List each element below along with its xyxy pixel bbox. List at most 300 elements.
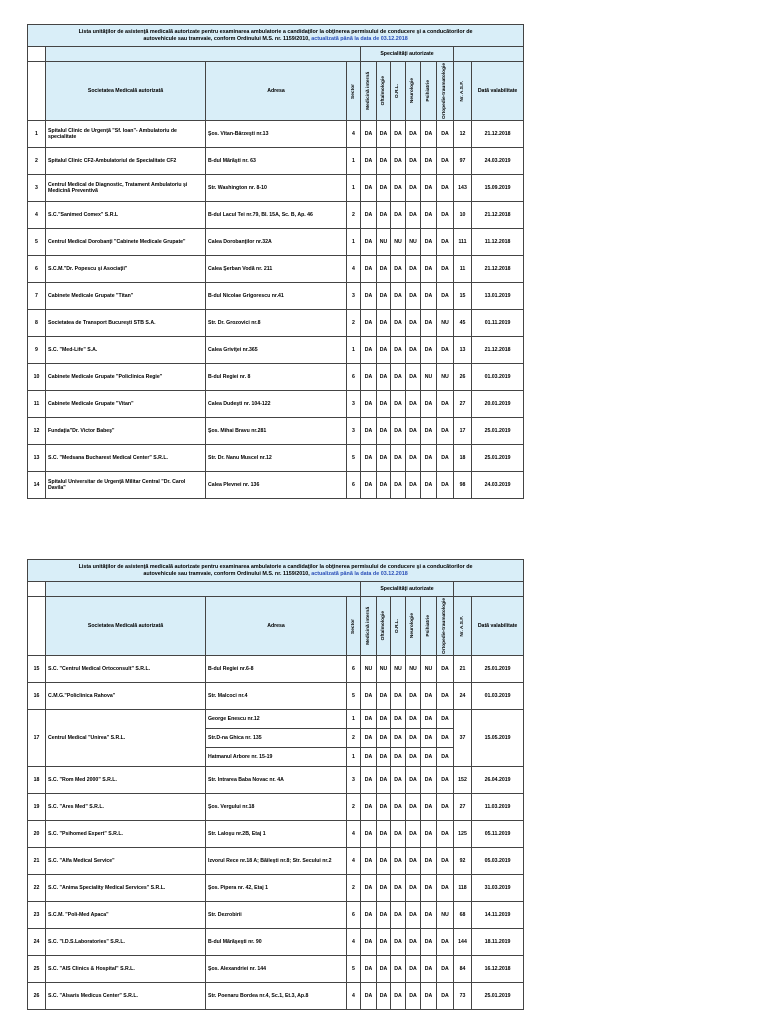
row-number: 3 [28, 175, 46, 202]
spec-orthopedics: DA [437, 821, 454, 848]
asf-number: 68 [454, 902, 472, 929]
asf-number: 98 [454, 472, 472, 499]
address: Şos. Mihai Bravu nr.281 [206, 418, 347, 445]
asf-number: 24 [454, 683, 472, 710]
spec-internal-medicine: DA [361, 175, 377, 202]
spec-neurology: DA [406, 283, 421, 310]
spec-internal-medicine: DA [361, 283, 377, 310]
spec-internal-medicine: DA [361, 445, 377, 472]
spec-orthopedics: DA [437, 148, 454, 175]
company-name: Cabinete Medicale Grupate "Policlinica Regie" [46, 364, 206, 391]
clinics-table [27, 24, 524, 499]
spec-psychiatry: DA [421, 418, 437, 445]
validity-date: 13.01.2019 [472, 283, 524, 310]
title-update-date: actualizată până la data de 03.12.2018 [311, 35, 408, 42]
address: Şos. Pipera nr. 42, Etaj 1 [206, 875, 347, 902]
row-number: 5 [28, 229, 46, 256]
asf-number: 143 [454, 175, 472, 202]
header-band [46, 47, 361, 62]
spec-orthopedics: DA [437, 175, 454, 202]
sector: 6 [347, 364, 361, 391]
sector: 4 [347, 256, 361, 283]
spec-neurology: DA [406, 256, 421, 283]
col-header-internal-medicine: Medicină internă [361, 597, 377, 656]
row-number: 12 [28, 418, 46, 445]
asf-number: 73 [454, 983, 472, 1010]
company-name: Spitalul Universitar de Urgenţă Militar Central "Dr. Carol Davila" [46, 472, 206, 499]
clinics-table [27, 559, 524, 1010]
table-row [28, 418, 524, 445]
spec-neurology: DA [406, 767, 421, 794]
col-header-psychiatry: Psihiatrie [421, 597, 437, 656]
spec-orthopedics: DA [437, 656, 454, 683]
spec-psychiatry: DA [421, 848, 437, 875]
spec-orl: DA [391, 767, 406, 794]
spec-orl: DA [391, 418, 406, 445]
table-row [28, 391, 524, 418]
spec-neurology: DA [406, 472, 421, 499]
spec-orl: DA [391, 283, 406, 310]
document-page-1 [27, 24, 523, 499]
validity-date: 21.12.2018 [472, 337, 524, 364]
sector: 4 [347, 848, 361, 875]
spec-orl: DA [391, 710, 406, 729]
col-header-neurology: Neurologie [406, 62, 421, 121]
validity-date: 25.01.2019 [472, 418, 524, 445]
spec-ophthalmology: DA [377, 364, 391, 391]
col-header-orthopedics: Ortopedie-traumatologie [437, 597, 454, 656]
row-number: 15 [28, 656, 46, 683]
address: Şos. Vergului nr.18 [206, 794, 347, 821]
validity-date: 21.12.2018 [472, 121, 524, 148]
table-row [28, 902, 524, 929]
address: George Enescu nr.12 [206, 710, 347, 729]
sector: 2 [347, 729, 361, 748]
header-band [454, 47, 524, 62]
table-row [28, 175, 524, 202]
spec-orl: DA [391, 983, 406, 1010]
spec-orl: DA [391, 821, 406, 848]
row-number: 2 [28, 148, 46, 175]
spec-orl: DA [391, 337, 406, 364]
spec-neurology: DA [406, 121, 421, 148]
spec-ophthalmology: DA [377, 202, 391, 229]
spec-orthopedics: DA [437, 337, 454, 364]
spec-orl: DA [391, 875, 406, 902]
row-number: 25 [28, 956, 46, 983]
spec-orthopedics: DA [437, 929, 454, 956]
spec-psychiatry: DA [421, 767, 437, 794]
title-update-date: actualizată până la data de 03.12.2018 [311, 570, 408, 577]
address: Calea Griviţei nr.365 [206, 337, 347, 364]
spec-orthopedics: DA [437, 391, 454, 418]
company-name: S.C. "Rom Med 2000" S.R.L. [46, 767, 206, 794]
address: Str. Washington nr. 8-10 [206, 175, 347, 202]
spec-neurology: DA [406, 175, 421, 202]
asf-number: 92 [454, 848, 472, 875]
spec-psychiatry: DA [421, 148, 437, 175]
address: Str. Poenaru Bordea nr.4, Sc.1, Et.3, Ap.8 [206, 983, 347, 1010]
row-number: 8 [28, 310, 46, 337]
spec-orthopedics: DA [437, 956, 454, 983]
asf-number: 118 [454, 875, 472, 902]
spec-internal-medicine: DA [361, 794, 377, 821]
sector: 1 [347, 337, 361, 364]
spec-ophthalmology: DA [377, 848, 391, 875]
spec-orl: DA [391, 902, 406, 929]
col-header-company: Societatea Medicală autorizată [46, 62, 206, 121]
sector: 5 [347, 445, 361, 472]
spec-psychiatry: DA [421, 175, 437, 202]
validity-date: 05.03.2019 [472, 848, 524, 875]
spec-neurology: DA [406, 875, 421, 902]
header-band [46, 582, 361, 597]
spec-internal-medicine: DA [361, 767, 377, 794]
table-row [28, 310, 524, 337]
validity-date: 01.03.2019 [472, 683, 524, 710]
spec-ophthalmology: DA [377, 794, 391, 821]
company-name: Spitalul Clinic de Urgenţă "Sf. Ioan"- Ambulatoriu de specialitate [46, 121, 206, 148]
table-row [28, 821, 524, 848]
spec-internal-medicine: DA [361, 310, 377, 337]
row-number: 21 [28, 848, 46, 875]
asf-number: 97 [454, 148, 472, 175]
spec-ophthalmology: DA [377, 148, 391, 175]
spec-psychiatry: DA [421, 983, 437, 1010]
asf-number: 84 [454, 956, 472, 983]
spec-orl: DA [391, 391, 406, 418]
col-header-neurology: Neurologie [406, 597, 421, 656]
sector: 2 [347, 875, 361, 902]
spec-ophthalmology: DA [377, 472, 391, 499]
row-number: 23 [28, 902, 46, 929]
col-header-orthopedics: Ortopedie-traumatologie [437, 62, 454, 121]
address: B-dul Nicolae Grigorescu nr.41 [206, 283, 347, 310]
spec-ophthalmology: DA [377, 121, 391, 148]
address: B-dul Regiei nr. 8 [206, 364, 347, 391]
spec-internal-medicine: NU [361, 656, 377, 683]
validity-date: 24.03.2019 [472, 148, 524, 175]
spec-orthopedics: DA [437, 229, 454, 256]
title-line-1: Lista unităţilor de asistenţă medicală autorizate pentru examinarea ambulatorie a candidaţilor la obţinerea permisului de conducere şi a conducătorilor de [78, 29, 473, 36]
spec-internal-medicine: DA [361, 729, 377, 748]
spec-orthopedics: DA [437, 794, 454, 821]
address: Hatmanul Arbore nr. 15-19 [206, 748, 347, 767]
spec-orl: NU [391, 229, 406, 256]
spec-orl: DA [391, 929, 406, 956]
spec-psychiatry: DA [421, 256, 437, 283]
address: Str. Dr. Grozovici nr.8 [206, 310, 347, 337]
spec-internal-medicine: DA [361, 391, 377, 418]
col-header-orl: O.R.L. [391, 62, 406, 121]
col-header-orl: O.R.L. [391, 597, 406, 656]
spec-neurology: DA [406, 418, 421, 445]
spec-orl: DA [391, 794, 406, 821]
address: Str. Dezrobirii [206, 902, 347, 929]
spec-psychiatry: DA [421, 794, 437, 821]
asf-number: 125 [454, 821, 472, 848]
validity-date: 21.12.2018 [472, 202, 524, 229]
row-number: 9 [28, 337, 46, 364]
address: Str. Malcoci nr.4 [206, 683, 347, 710]
validity-date: 01.11.2019 [472, 310, 524, 337]
spec-orl: DA [391, 748, 406, 767]
spec-orthopedics: NU [437, 310, 454, 337]
spec-psychiatry: DA [421, 445, 437, 472]
document-page-2 [27, 559, 523, 1010]
asf-number: 18 [454, 445, 472, 472]
company-name: S.C. "I.D.S.Laboratories" S.R.L. [46, 929, 206, 956]
company-name: Spitalul Clinic CF2-Ambulatoriul de Specialitate CF2 [46, 148, 206, 175]
address: Izvorul Rece nr.18 A; Băileşti nr.8; Str. Secului nr.2 [206, 848, 347, 875]
validity-date: 24.03.2019 [472, 472, 524, 499]
company-name: Centrul Medical "Unirea" S.R.L. [46, 710, 206, 767]
spec-internal-medicine: DA [361, 256, 377, 283]
asf-number: 45 [454, 310, 472, 337]
table-row [28, 794, 524, 821]
spec-psychiatry: DA [421, 710, 437, 729]
validity-date: 21.12.2018 [472, 256, 524, 283]
title-line-2: autovehicule sau tramvaie, conform Ordinului M.S. nr. 1159/2010, [143, 570, 310, 577]
asf-number: 11 [454, 256, 472, 283]
validity-date: 26.04.2019 [472, 767, 524, 794]
document-title [28, 560, 524, 582]
spec-psychiatry: NU [421, 364, 437, 391]
spec-orthopedics: DA [437, 472, 454, 499]
spec-ophthalmology: NU [377, 656, 391, 683]
address: Calea Dorobanţilor nr.32A [206, 229, 347, 256]
address: Str. Laloşu nr.2B, Etaj 1 [206, 821, 347, 848]
row-number: 13 [28, 445, 46, 472]
spec-neurology: NU [406, 656, 421, 683]
spec-orl: DA [391, 683, 406, 710]
spec-orl: DA [391, 472, 406, 499]
spec-ophthalmology: DA [377, 391, 391, 418]
spec-psychiatry: DA [421, 902, 437, 929]
asf-number: 27 [454, 391, 472, 418]
asf-number: 152 [454, 767, 472, 794]
spec-orl: DA [391, 364, 406, 391]
spec-psychiatry: DA [421, 337, 437, 364]
sector: 6 [347, 656, 361, 683]
address: Calea Plevnei nr. 136 [206, 472, 347, 499]
title-line-2: autovehicule sau tramvaie, conform Ordinului M.S. nr. 1159/2010, [143, 35, 310, 42]
spec-orthopedics: NU [437, 902, 454, 929]
table-row [28, 656, 524, 683]
spec-ophthalmology: DA [377, 748, 391, 767]
address: Str.D-na Ghica nr. 135 [206, 729, 347, 748]
col-header-sector: Sector [347, 597, 361, 656]
company-name: S.C. "Anima Speciality Medical Services" S.R.L. [46, 875, 206, 902]
spec-ophthalmology: DA [377, 175, 391, 202]
spec-ophthalmology: DA [377, 983, 391, 1010]
spec-orl: DA [391, 121, 406, 148]
spec-psychiatry: DA [421, 229, 437, 256]
spec-psychiatry: DA [421, 121, 437, 148]
spec-psychiatry: DA [421, 310, 437, 337]
row-number: 11 [28, 391, 46, 418]
table-row [28, 445, 524, 472]
table-row [28, 121, 524, 148]
spec-neurology: DA [406, 202, 421, 229]
col-header-ophthalmology: Oftalmologie [377, 597, 391, 656]
validity-date: 25.01.2019 [472, 656, 524, 683]
address: B-dul Regiei nr.6-8 [206, 656, 347, 683]
validity-date: 05.11.2019 [472, 821, 524, 848]
table-row [28, 767, 524, 794]
row-number: 19 [28, 794, 46, 821]
company-name: S.C. "Alfa Medical Service" [46, 848, 206, 875]
spec-neurology: DA [406, 683, 421, 710]
asf-number: 12 [454, 121, 472, 148]
table-row [28, 472, 524, 499]
company-name: Societatea de Transport Bucureşti STB S.A. [46, 310, 206, 337]
spec-orthopedics: DA [437, 418, 454, 445]
address: B-dul Mărăşeşti nr. 90 [206, 929, 347, 956]
spec-ophthalmology: DA [377, 929, 391, 956]
spec-ophthalmology: DA [377, 956, 391, 983]
sector: 3 [347, 418, 361, 445]
col-header-validity: Dată valabilitate [472, 597, 524, 656]
spec-neurology: DA [406, 445, 421, 472]
spec-orthopedics: DA [437, 710, 454, 729]
row-number: 24 [28, 929, 46, 956]
row-number: 18 [28, 767, 46, 794]
spec-orthopedics: DA [437, 256, 454, 283]
spec-internal-medicine: DA [361, 418, 377, 445]
spec-ophthalmology: DA [377, 821, 391, 848]
spec-internal-medicine: DA [361, 983, 377, 1010]
spec-internal-medicine: DA [361, 472, 377, 499]
specialties-header: Specialităţi autorizate [361, 582, 454, 597]
company-name: Fundaţia"Dr. Victor Babeş" [46, 418, 206, 445]
col-header-ophthalmology: Oftalmologie [377, 62, 391, 121]
validity-date: 15.05.2019 [472, 710, 524, 767]
spec-ophthalmology: DA [377, 875, 391, 902]
company-name: Centrul Medical Dorobanţi "Cabinete Medicale Grupate" [46, 229, 206, 256]
spec-neurology: DA [406, 929, 421, 956]
spec-psychiatry: DA [421, 283, 437, 310]
sector: 5 [347, 683, 361, 710]
sector: 1 [347, 175, 361, 202]
sector: 3 [347, 391, 361, 418]
validity-date: 31.03.2019 [472, 875, 524, 902]
company-name: Cabinete Medicale Grupate "Titan" [46, 283, 206, 310]
spec-neurology: DA [406, 902, 421, 929]
spec-orthopedics: DA [437, 683, 454, 710]
spec-internal-medicine: DA [361, 337, 377, 364]
spec-orthopedics: DA [437, 983, 454, 1010]
spec-orthopedics: DA [437, 767, 454, 794]
spec-internal-medicine: DA [361, 902, 377, 929]
header-band [454, 582, 524, 597]
spec-neurology: NU [406, 229, 421, 256]
validity-date: 14.11.2019 [472, 902, 524, 929]
asf-number: 27 [454, 794, 472, 821]
table-row [28, 956, 524, 983]
spec-ophthalmology: DA [377, 729, 391, 748]
row-number: 1 [28, 121, 46, 148]
spec-psychiatry: DA [421, 748, 437, 767]
spec-orl: DA [391, 956, 406, 983]
spec-orl: DA [391, 148, 406, 175]
spec-neurology: DA [406, 364, 421, 391]
spec-neurology: DA [406, 391, 421, 418]
sector: 1 [347, 229, 361, 256]
validity-date: 11.03.2019 [472, 794, 524, 821]
spec-internal-medicine: DA [361, 683, 377, 710]
company-name: S.C."Sanimed Comex" S.R.L [46, 202, 206, 229]
table-body-page-1 [28, 121, 524, 499]
spec-orthopedics: DA [437, 121, 454, 148]
spec-neurology: DA [406, 748, 421, 767]
sector: 4 [347, 121, 361, 148]
spec-orl: DA [391, 445, 406, 472]
sector: 3 [347, 283, 361, 310]
spec-psychiatry: DA [421, 729, 437, 748]
row-number: 16 [28, 683, 46, 710]
validity-date: 11.12.2018 [472, 229, 524, 256]
spec-ophthalmology: DA [377, 902, 391, 929]
blank-cell [28, 62, 46, 121]
spec-ophthalmology: DA [377, 683, 391, 710]
company-name: S.C.M. "Poli-Med Apaca" [46, 902, 206, 929]
spec-psychiatry: DA [421, 875, 437, 902]
table-row [28, 256, 524, 283]
sector: 1 [347, 148, 361, 175]
sector: 2 [347, 794, 361, 821]
spec-orl: DA [391, 256, 406, 283]
spec-ophthalmology: DA [377, 767, 391, 794]
col-header-sector: Sector [347, 62, 361, 121]
spec-orl: DA [391, 310, 406, 337]
row-number: 7 [28, 283, 46, 310]
spec-internal-medicine: DA [361, 364, 377, 391]
table-row [28, 983, 524, 1010]
asf-number: 21 [454, 656, 472, 683]
spec-orthopedics: DA [437, 283, 454, 310]
row-number: 10 [28, 364, 46, 391]
spec-neurology: DA [406, 848, 421, 875]
spec-internal-medicine: DA [361, 956, 377, 983]
company-name: S.C. "Ares Med" S.R.L. [46, 794, 206, 821]
spec-psychiatry: DA [421, 821, 437, 848]
blank-cell [28, 597, 46, 656]
spec-neurology: DA [406, 310, 421, 337]
spec-ophthalmology: DA [377, 283, 391, 310]
col-header-validity: Dată valabilitate [472, 62, 524, 121]
row-number: 26 [28, 983, 46, 1010]
spec-orthopedics: DA [437, 875, 454, 902]
spec-orl: DA [391, 848, 406, 875]
company-name: S.C. "Medsana Bucharest Medical Center" S.R.L. [46, 445, 206, 472]
spec-neurology: DA [406, 794, 421, 821]
company-name: Centrul Medical de Diagnostic, Tratament Ambulatoriu şi Medicină Preventivă [46, 175, 206, 202]
col-header-company: Societatea Medicală autorizată [46, 597, 206, 656]
sector: 6 [347, 902, 361, 929]
spec-internal-medicine: DA [361, 229, 377, 256]
asf-number: 144 [454, 929, 472, 956]
col-header-internal-medicine: Medicină internă [361, 62, 377, 121]
row-number: 6 [28, 256, 46, 283]
table-row [28, 337, 524, 364]
spec-neurology: DA [406, 821, 421, 848]
spec-neurology: DA [406, 983, 421, 1010]
spec-psychiatry: DA [421, 472, 437, 499]
spec-neurology: DA [406, 148, 421, 175]
sector: 2 [347, 202, 361, 229]
company-name: C.M.G."Policlinica Rahova" [46, 683, 206, 710]
